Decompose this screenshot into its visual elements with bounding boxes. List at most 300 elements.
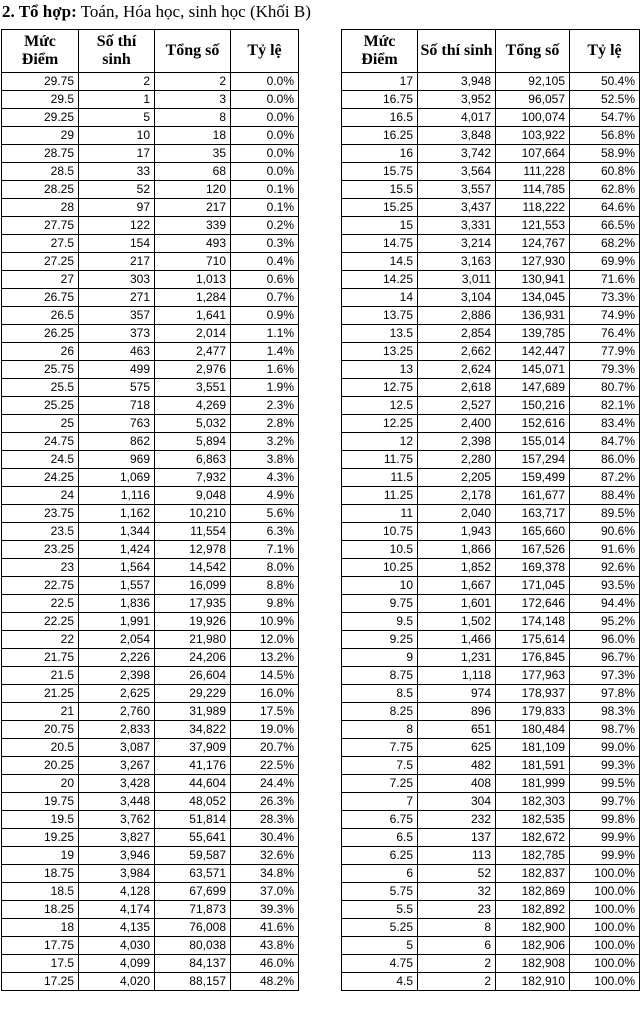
cell-total: 1,284: [155, 289, 231, 307]
cell-candidates: 2,280: [418, 451, 496, 469]
cell-candidates: 3,557: [418, 181, 496, 199]
cell-ratio: 26.3%: [231, 793, 299, 811]
cell-score: 27.5: [2, 235, 79, 253]
cell-ratio: 0.0%: [231, 127, 299, 145]
cell-ratio: 91.6%: [570, 541, 640, 559]
table-row: [2, 73, 299, 91]
cell-candidates: 2,624: [418, 361, 496, 379]
cell-candidates: 4,030: [79, 937, 155, 955]
cell-candidates: 3,827: [79, 829, 155, 847]
cell-candidates: 52: [418, 865, 496, 883]
table-row: [342, 379, 640, 397]
cell-candidates: 2,205: [418, 469, 496, 487]
cell-ratio: 100.0%: [570, 865, 640, 883]
table-row: [2, 811, 299, 829]
cell-candidates: 482: [418, 757, 496, 775]
cell-score: 18.5: [2, 883, 79, 901]
cell-total: 19,926: [155, 613, 231, 631]
cell-score: 16.75: [342, 91, 418, 109]
cell-total: 130,941: [496, 271, 570, 289]
cell-score: 15.25: [342, 199, 418, 217]
cell-total: 167,526: [496, 541, 570, 559]
cell-total: 16,099: [155, 577, 231, 595]
cell-ratio: 96.7%: [570, 649, 640, 667]
table-row: [342, 469, 640, 487]
cell-total: 11,554: [155, 523, 231, 541]
cell-candidates: 3,762: [79, 811, 155, 829]
table-row: [342, 757, 640, 775]
table-row: [342, 973, 640, 991]
cell-ratio: 16.0%: [231, 685, 299, 703]
cell-candidates: 862: [79, 433, 155, 451]
table-row: [2, 415, 299, 433]
table-row: [2, 127, 299, 145]
cell-total: 114,785: [496, 181, 570, 199]
table-body: [342, 73, 640, 991]
cell-score: 28.5: [2, 163, 79, 181]
table-row: [2, 343, 299, 361]
cell-candidates: 113: [418, 847, 496, 865]
table-row: [342, 145, 640, 163]
table-row: [342, 307, 640, 325]
cell-score: 6: [342, 865, 418, 883]
table-row: [342, 613, 640, 631]
cell-score: 17.75: [2, 937, 79, 955]
cell-total: 182,908: [496, 955, 570, 973]
table-row: [342, 847, 640, 865]
table-row: [2, 739, 299, 757]
cell-score: 5.25: [342, 919, 418, 937]
cell-total: 103,922: [496, 127, 570, 145]
table-row: [2, 217, 299, 235]
table-row: [342, 325, 640, 343]
table-row: [2, 937, 299, 955]
cell-score: 19.5: [2, 811, 79, 829]
cell-ratio: 97.3%: [570, 667, 640, 685]
cell-score: 7.5: [342, 757, 418, 775]
cell-score: 5.5: [342, 901, 418, 919]
cell-ratio: 98.7%: [570, 721, 640, 739]
cell-candidates: 4,135: [79, 919, 155, 937]
cell-score: 7.75: [342, 739, 418, 757]
table-row: [342, 91, 640, 109]
cell-ratio: 3.2%: [231, 433, 299, 451]
table-row: [342, 271, 640, 289]
cell-candidates: 651: [418, 721, 496, 739]
table-row: [342, 559, 640, 577]
cell-ratio: 66.5%: [570, 217, 640, 235]
cell-ratio: 7.1%: [231, 541, 299, 559]
cell-total: 63,571: [155, 865, 231, 883]
cell-score: 24.25: [2, 469, 79, 487]
cell-ratio: 28.3%: [231, 811, 299, 829]
table-body: [2, 73, 299, 991]
cell-total: 182,837: [496, 865, 570, 883]
cell-total: 339: [155, 217, 231, 235]
cell-total: 180,484: [496, 721, 570, 739]
cell-ratio: 82.1%: [570, 397, 640, 415]
cell-score: 19: [2, 847, 79, 865]
cell-score: 8.75: [342, 667, 418, 685]
cell-score: 24.75: [2, 433, 79, 451]
cell-ratio: 79.3%: [570, 361, 640, 379]
cell-ratio: 99.3%: [570, 757, 640, 775]
heading-subjects: Toán, Hóa học, sinh học (Khối B): [80, 2, 311, 21]
cell-total: 2,976: [155, 361, 231, 379]
cell-score: 26: [2, 343, 79, 361]
cell-score: 13.75: [342, 307, 418, 325]
cell-total: 2,477: [155, 343, 231, 361]
table-row: [2, 307, 299, 325]
cell-total: 121,553: [496, 217, 570, 235]
cell-ratio: 0.2%: [231, 217, 299, 235]
table-row: [2, 847, 299, 865]
cell-total: 161,677: [496, 487, 570, 505]
cell-ratio: 62.8%: [570, 181, 640, 199]
cell-total: 152,616: [496, 415, 570, 433]
column-header-ratio: Tỷ lệ: [231, 30, 299, 73]
cell-total: 182,672: [496, 829, 570, 847]
table-row: [2, 433, 299, 451]
cell-ratio: 30.4%: [231, 829, 299, 847]
cell-score: 11.25: [342, 487, 418, 505]
cell-candidates: 2,886: [418, 307, 496, 325]
cell-ratio: 13.2%: [231, 649, 299, 667]
cell-score: 9: [342, 649, 418, 667]
cell-total: 2: [155, 73, 231, 91]
cell-total: 493: [155, 235, 231, 253]
cell-candidates: 154: [79, 235, 155, 253]
cell-total: 157,294: [496, 451, 570, 469]
cell-ratio: 0.0%: [231, 91, 299, 109]
cell-candidates: 3,214: [418, 235, 496, 253]
cell-candidates: 3,104: [418, 289, 496, 307]
cell-score: 9.75: [342, 595, 418, 613]
table-row: [342, 649, 640, 667]
cell-score: 10: [342, 577, 418, 595]
cell-total: 1,641: [155, 307, 231, 325]
cell-ratio: 0.1%: [231, 199, 299, 217]
cell-score: 15.5: [342, 181, 418, 199]
cell-candidates: 5: [79, 109, 155, 127]
table-row: [2, 397, 299, 415]
cell-candidates: 763: [79, 415, 155, 433]
header-row: [2, 30, 299, 73]
table-row: [342, 127, 640, 145]
cell-total: 139,785: [496, 325, 570, 343]
cell-score: 4.75: [342, 955, 418, 973]
cell-total: 31,989: [155, 703, 231, 721]
cell-ratio: 12.0%: [231, 631, 299, 649]
table-row: [2, 973, 299, 991]
cell-ratio: 68.2%: [570, 235, 640, 253]
cell-total: 12,978: [155, 541, 231, 559]
cell-ratio: 14.5%: [231, 667, 299, 685]
cell-ratio: 99.8%: [570, 811, 640, 829]
cell-candidates: 3,087: [79, 739, 155, 757]
cell-candidates: 896: [418, 703, 496, 721]
column-header-score: Mức Điểm: [342, 30, 418, 73]
cell-candidates: 2: [79, 73, 155, 91]
cell-score: 18: [2, 919, 79, 937]
table-row: [342, 937, 640, 955]
table-row: [342, 109, 640, 127]
cell-ratio: 37.0%: [231, 883, 299, 901]
cell-candidates: 1,557: [79, 577, 155, 595]
table-row: [342, 451, 640, 469]
cell-candidates: 1,564: [79, 559, 155, 577]
cell-score: 29.75: [2, 73, 79, 91]
cell-score: 29.5: [2, 91, 79, 109]
table-row: [342, 739, 640, 757]
table-row: [2, 883, 299, 901]
column-header-candidates: Số thí sinh: [418, 30, 496, 73]
cell-total: 127,930: [496, 253, 570, 271]
cell-score: 19.25: [2, 829, 79, 847]
cell-total: 178,937: [496, 685, 570, 703]
cell-total: 84,137: [155, 955, 231, 973]
cell-ratio: 0.0%: [231, 145, 299, 163]
cell-total: 181,109: [496, 739, 570, 757]
header-row: [342, 30, 640, 73]
table-row: [342, 793, 640, 811]
cell-candidates: 2,400: [418, 415, 496, 433]
cell-score: 7: [342, 793, 418, 811]
table-row: [2, 649, 299, 667]
table-row: [342, 901, 640, 919]
cell-total: 217: [155, 199, 231, 217]
cell-candidates: 2,040: [418, 505, 496, 523]
table-row: [2, 181, 299, 199]
cell-ratio: 60.8%: [570, 163, 640, 181]
cell-candidates: 32: [418, 883, 496, 901]
cell-ratio: 93.5%: [570, 577, 640, 595]
cell-total: 134,045: [496, 289, 570, 307]
cell-score: 24.5: [2, 451, 79, 469]
table-row: [342, 955, 640, 973]
cell-total: 17,935: [155, 595, 231, 613]
cell-total: 59,587: [155, 847, 231, 865]
cell-candidates: 137: [418, 829, 496, 847]
cell-score: 26.75: [2, 289, 79, 307]
cell-total: 169,378: [496, 559, 570, 577]
cell-score: 8: [342, 721, 418, 739]
cell-score: 20.75: [2, 721, 79, 739]
cell-score: 24: [2, 487, 79, 505]
cell-score: 5.75: [342, 883, 418, 901]
cell-candidates: 4,174: [79, 901, 155, 919]
cell-score: 8.5: [342, 685, 418, 703]
table-row: [2, 829, 299, 847]
cell-candidates: 1,231: [418, 649, 496, 667]
cell-total: 14,542: [155, 559, 231, 577]
cell-candidates: 2,625: [79, 685, 155, 703]
table-row: [342, 523, 640, 541]
cell-ratio: 99.0%: [570, 739, 640, 757]
cell-total: 18: [155, 127, 231, 145]
table-row: [2, 361, 299, 379]
cell-total: 155,014: [496, 433, 570, 451]
cell-candidates: 1: [79, 91, 155, 109]
cell-candidates: 3,331: [418, 217, 496, 235]
cell-candidates: 1,866: [418, 541, 496, 559]
cell-total: 150,216: [496, 397, 570, 415]
table-row: [342, 829, 640, 847]
cell-total: 181,999: [496, 775, 570, 793]
cell-candidates: 33: [79, 163, 155, 181]
cell-total: 44,604: [155, 775, 231, 793]
cell-score: 21.25: [2, 685, 79, 703]
cell-total: 26,604: [155, 667, 231, 685]
cell-candidates: 2,398: [79, 667, 155, 685]
cell-candidates: 1,424: [79, 541, 155, 559]
cell-score: 25.25: [2, 397, 79, 415]
cell-score: 12.75: [342, 379, 418, 397]
table-row: [342, 397, 640, 415]
cell-ratio: 1.9%: [231, 379, 299, 397]
cell-score: 16.25: [342, 127, 418, 145]
table-row: [2, 721, 299, 739]
table-row: [2, 271, 299, 289]
cell-score: 13.5: [342, 325, 418, 343]
cell-candidates: 1,466: [418, 631, 496, 649]
section-heading: [2, 2, 311, 24]
cell-ratio: 8.8%: [231, 577, 299, 595]
cell-score: 16: [342, 145, 418, 163]
table-row: [342, 919, 640, 937]
cell-candidates: 271: [79, 289, 155, 307]
cell-ratio: 1.4%: [231, 343, 299, 361]
cell-ratio: 86.0%: [570, 451, 640, 469]
cell-score: 13.25: [342, 343, 418, 361]
cell-score: 10.25: [342, 559, 418, 577]
cell-candidates: 2,398: [418, 433, 496, 451]
cell-score: 23.75: [2, 505, 79, 523]
cell-candidates: 625: [418, 739, 496, 757]
cell-score: 25.5: [2, 379, 79, 397]
cell-score: 11.75: [342, 451, 418, 469]
cell-ratio: 2.3%: [231, 397, 299, 415]
cell-total: 182,303: [496, 793, 570, 811]
cell-score: 12: [342, 433, 418, 451]
cell-score: 6.5: [342, 829, 418, 847]
cell-score: 17.25: [2, 973, 79, 991]
cell-score: 5: [342, 937, 418, 955]
cell-candidates: 2: [418, 973, 496, 991]
cell-ratio: 99.9%: [570, 847, 640, 865]
cell-total: 182,869: [496, 883, 570, 901]
cell-total: 3: [155, 91, 231, 109]
cell-total: 80,038: [155, 937, 231, 955]
table-row: [342, 811, 640, 829]
cell-total: 24,206: [155, 649, 231, 667]
cell-total: 174,148: [496, 613, 570, 631]
cell-ratio: 92.6%: [570, 559, 640, 577]
table-row: [2, 775, 299, 793]
table-row: [342, 721, 640, 739]
table-row: [342, 685, 640, 703]
cell-ratio: 1.6%: [231, 361, 299, 379]
cell-score: 14: [342, 289, 418, 307]
table-row: [342, 415, 640, 433]
cell-ratio: 71.6%: [570, 271, 640, 289]
table-row: [342, 667, 640, 685]
table-row: [342, 181, 640, 199]
cell-candidates: 1,943: [418, 523, 496, 541]
cell-total: 182,785: [496, 847, 570, 865]
cell-ratio: 17.5%: [231, 703, 299, 721]
cell-score: 28: [2, 199, 79, 217]
table-row: [342, 433, 640, 451]
cell-score: 14.5: [342, 253, 418, 271]
cell-total: 67,699: [155, 883, 231, 901]
cell-ratio: 74.9%: [570, 307, 640, 325]
table-row: [2, 865, 299, 883]
cell-total: 165,660: [496, 523, 570, 541]
table-row: [342, 883, 640, 901]
cell-ratio: 5.6%: [231, 505, 299, 523]
cell-score: 23.5: [2, 523, 79, 541]
cell-ratio: 22.5%: [231, 757, 299, 775]
cell-ratio: 4.9%: [231, 487, 299, 505]
table-row: [342, 775, 640, 793]
cell-ratio: 9.8%: [231, 595, 299, 613]
cell-candidates: 3,946: [79, 847, 155, 865]
cell-score: 29: [2, 127, 79, 145]
table-row: [342, 199, 640, 217]
cell-ratio: 56.8%: [570, 127, 640, 145]
cell-ratio: 8.0%: [231, 559, 299, 577]
cell-total: 55,641: [155, 829, 231, 847]
cell-score: 21.5: [2, 667, 79, 685]
table-row: [2, 253, 299, 271]
table-row: [342, 703, 640, 721]
cell-total: 145,071: [496, 361, 570, 379]
table-row: [2, 469, 299, 487]
cell-score: 27: [2, 271, 79, 289]
cell-score: 21.75: [2, 649, 79, 667]
cell-score: 7.25: [342, 775, 418, 793]
cell-total: 118,222: [496, 199, 570, 217]
cell-total: 2,014: [155, 325, 231, 343]
cell-candidates: 4,128: [79, 883, 155, 901]
cell-candidates: 3,948: [418, 73, 496, 91]
cell-ratio: 50.4%: [570, 73, 640, 91]
cell-candidates: 23: [418, 901, 496, 919]
table-row: [342, 361, 640, 379]
cell-score: 22.5: [2, 595, 79, 613]
cell-total: 7,932: [155, 469, 231, 487]
cell-ratio: 76.4%: [570, 325, 640, 343]
cell-candidates: 97: [79, 199, 155, 217]
cell-ratio: 6.3%: [231, 523, 299, 541]
cell-score: 22: [2, 631, 79, 649]
cell-candidates: 3,163: [418, 253, 496, 271]
cell-score: 26.25: [2, 325, 79, 343]
cell-candidates: 1,852: [418, 559, 496, 577]
cell-ratio: 19.0%: [231, 721, 299, 739]
cell-score: 23: [2, 559, 79, 577]
cell-total: 88,157: [155, 973, 231, 991]
table-row: [2, 541, 299, 559]
table-row: [342, 541, 640, 559]
cell-score: 17: [342, 73, 418, 91]
cell-candidates: 6: [418, 937, 496, 955]
cell-ratio: 43.8%: [231, 937, 299, 955]
cell-total: 92,105: [496, 73, 570, 91]
cell-score: 11.5: [342, 469, 418, 487]
cell-total: 1,013: [155, 271, 231, 289]
